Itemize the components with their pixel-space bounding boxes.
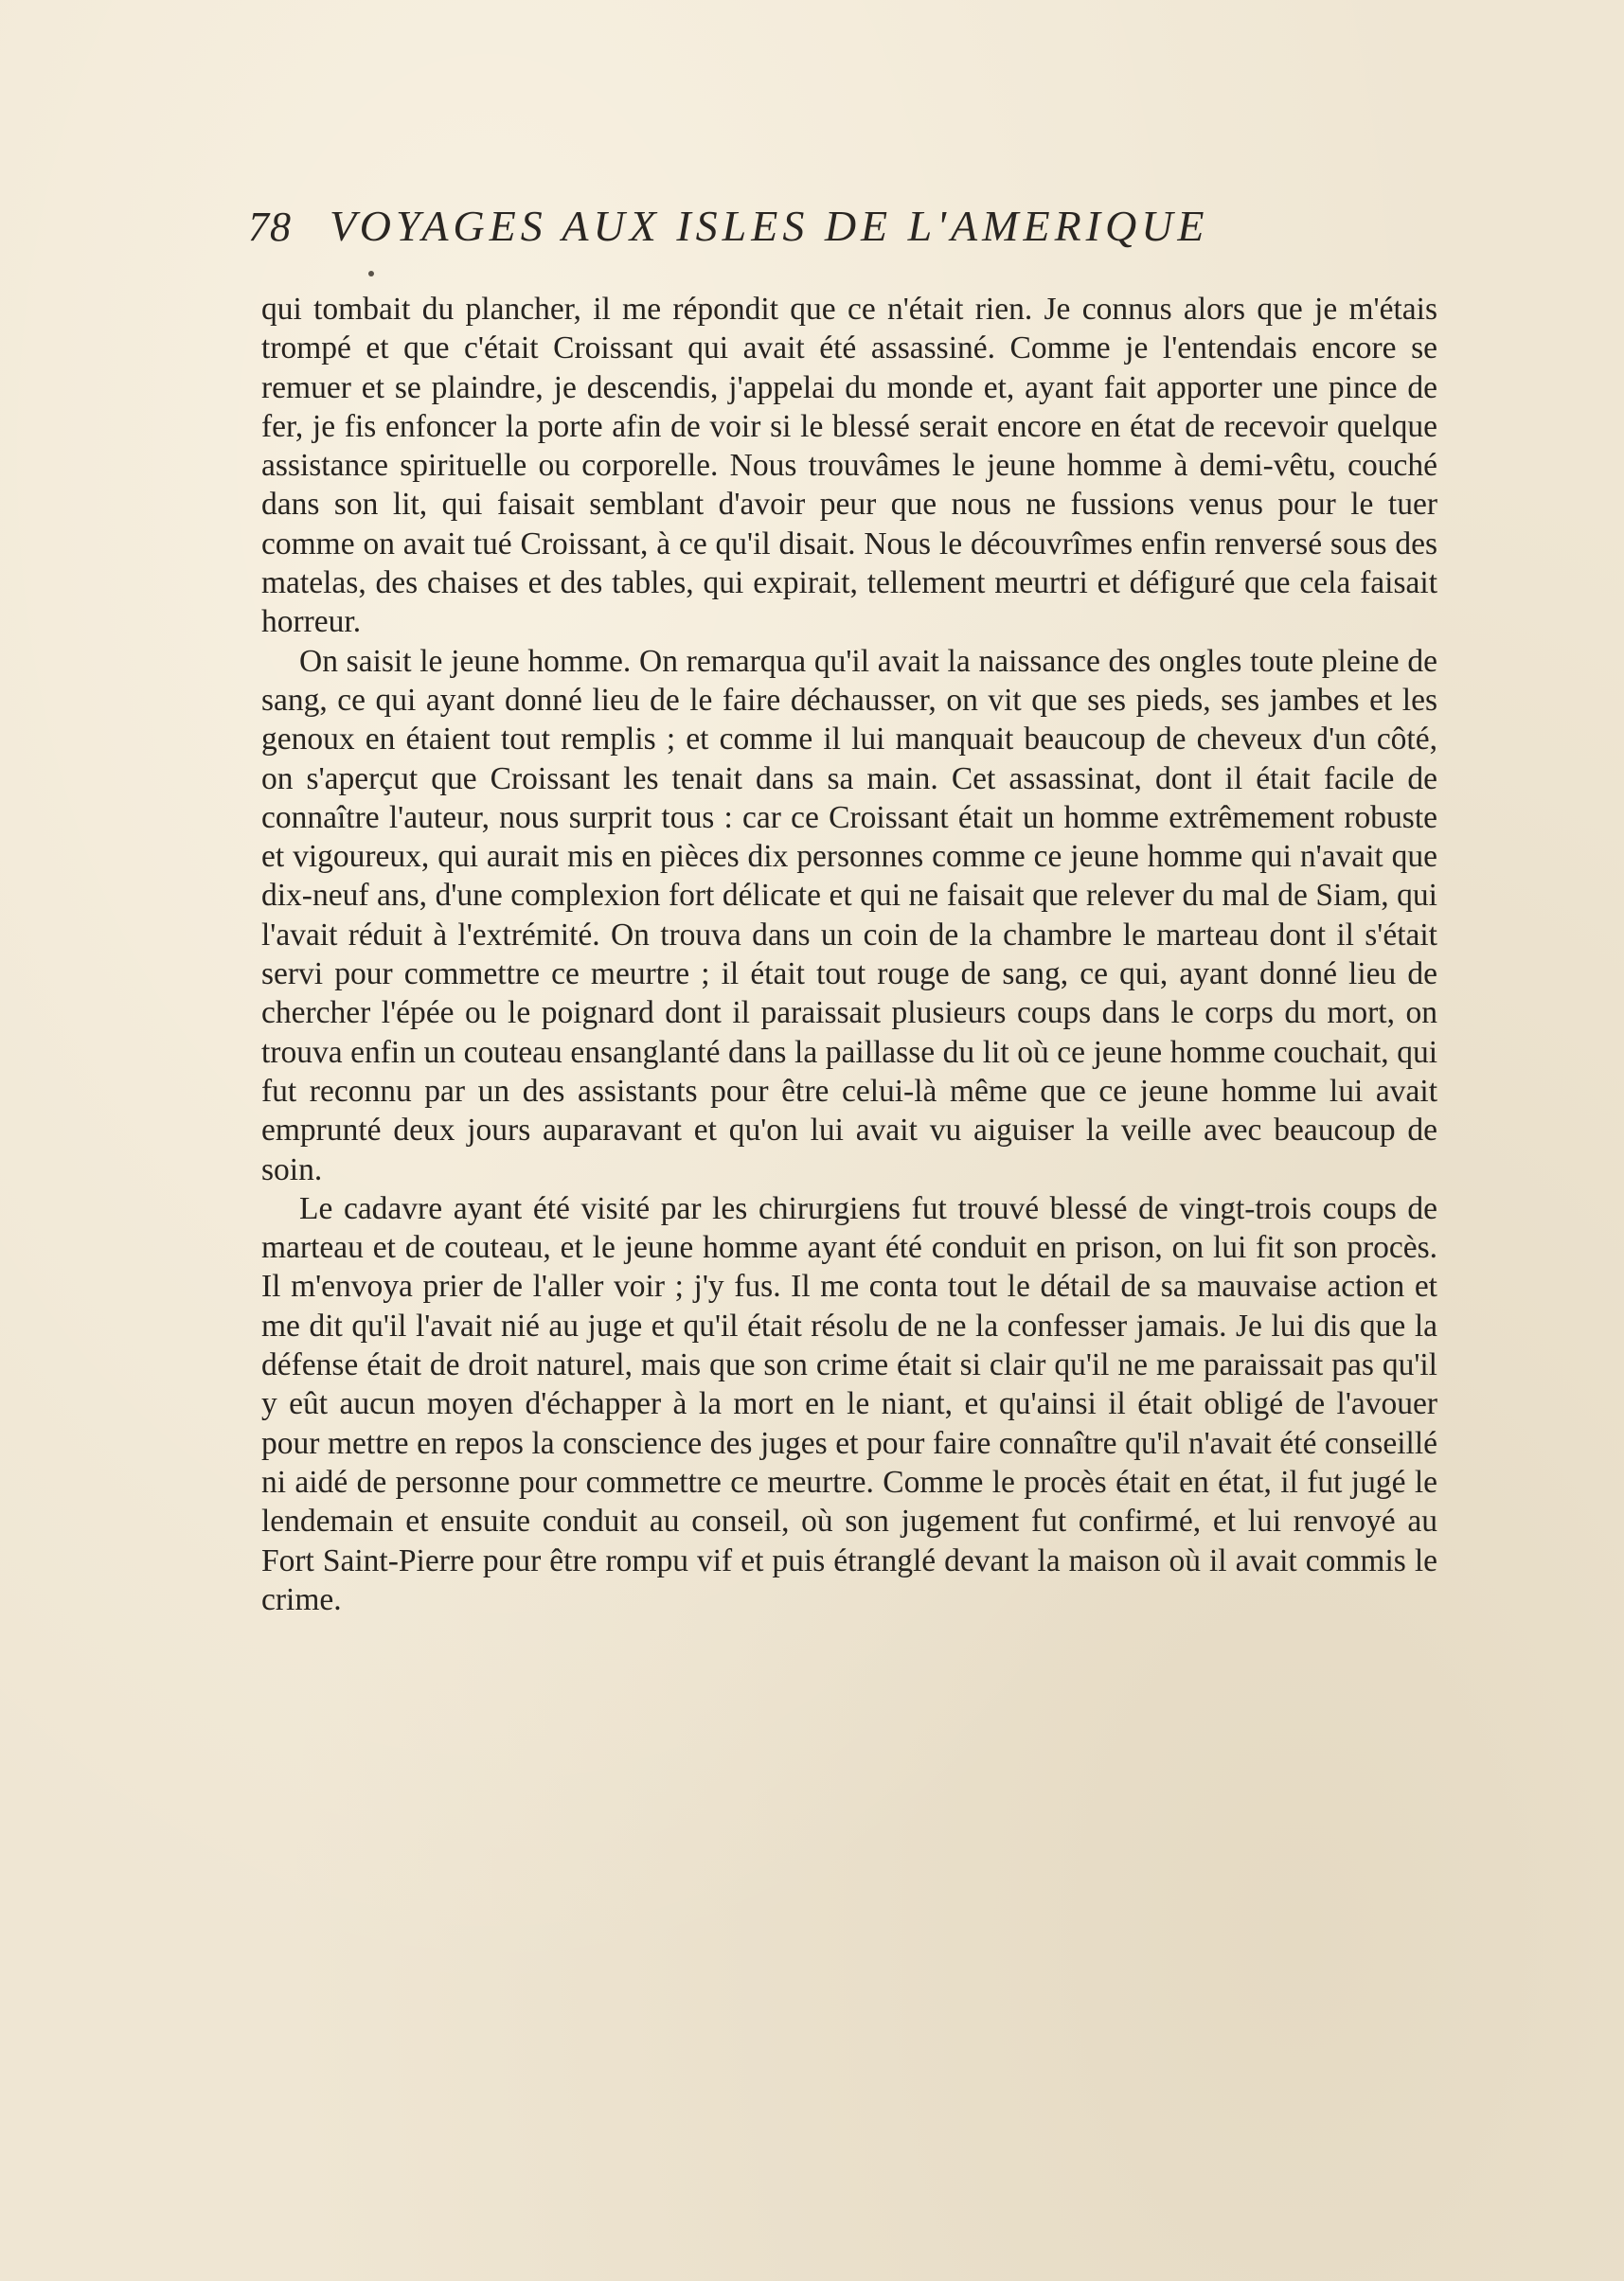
running-header [248,201,1432,267]
ink-speck [368,271,374,276]
paragraph-3: Le cadavre ayant été visité par les chirurgiens fut trouvé blessé de vingt-trois coups de marteau et de couteau, et le jeune homme ayant été conduit en prison, on lui fit son procès. Il m'envoya prier de l'aller voir ; j'y fus. Il me conta tout le détail de sa mauvaise action et me dit qu'il l'avait nié au juge et qu'il était résolu de ne la confesser jamais. Je lui dis que la défense était de droit naturel, mais que son crime était si clair qu'il ne me paraissait pas qu'il y eût aucun moyen d'échapper à la mort en le niant, et qu'ainsi il était obligé de l'avouer pour mettre en repos la conscience des juges et pour faire connaître qu'il n'avait été conseillé ni aidé de personne pour commettre ce meurtre. Comme le procès était en état, il fut jugé le lendemain et ensuite conduit au conseil, où son jugement fut confirmé, et lui renvoyé au Fort Saint-Pierre pour être rompu vif et puis étranglé devant la maison où il avait commis le crime. [261,1190,1437,1617]
paragraph-2: On saisit le jeune homme. On remarqua qu'il avait la naissance des ongles toute pleine de sang, ce qui ayant donné lieu de le faire déchausser, on vit que ses pieds, ses jambes et les genoux en étaient tout remplis ; et comme il lui manquait beaucoup de cheveux d'un côté, on s'aperçut que Croissant les tenait dans sa main. Cet assassinat, dont il était facile de connaître l'auteur, nous surprit tous : car ce Croissant était un homme extrêmement robuste et vigoureux, qui aurait mis en pièces dix personnes comme ce jeune homme qui n'avait que dix-neuf ans, d'une complexion fort délicate et qui ne faisait que relever du mal de Siam, qui l'avait réduit à l'extrémité. On trouva dans un coin de la chambre le marteau dont il s'était servi pour commettre ce meurtre ; il était tout rouge de sang, ce qui, ayant donné lieu de chercher l'épée ou le poignard dont il paraissait plusieurs coups dans le corps du mort, on trouva enfin un couteau ensanglanté dans la paillasse du lit où ce jeune homme couchait, qui fut reconnu par un des assistants pour être celui-là même que ce jeune homme lui avait emprunté deux jours auparavant et qu'on lui avait vu aiguiser la veille avec beaucoup de soin. [261,643,1437,1187]
page-number: 78 [248,204,292,250]
body-text [261,290,1437,1619]
paragraph-1: qui tombait du plancher, il me répondit que ce n'était rien. Je connus alors que je m'étais trompé et que c'était Croissant qui avait été assassiné. Comme je l'entendais encore se remuer et se plaindre, je descendis, j'appelai du monde et, ayant fait apporter une pince de fer, je fis enfoncer la porte afin de voir si le blessé serait encore en état de recevoir quelque assistance spirituelle ou corporelle. Nous trouvâmes le jeune homme à demi-vêtu, couché dans son lit, qui faisait semblant d'avoir peur que nous ne fussions venus pour le tuer comme on avait tué Croissant, à ce qu'il disait. Nous le découvrîmes enfin renversé sous des matelas, des chaises et des tables, qui expirait, tellement meurtri et défiguré que cela faisait horreur. [261,292,1437,640]
running-title: VOYAGES AUX ISLES DE L'AMERIQUE [330,202,1209,250]
